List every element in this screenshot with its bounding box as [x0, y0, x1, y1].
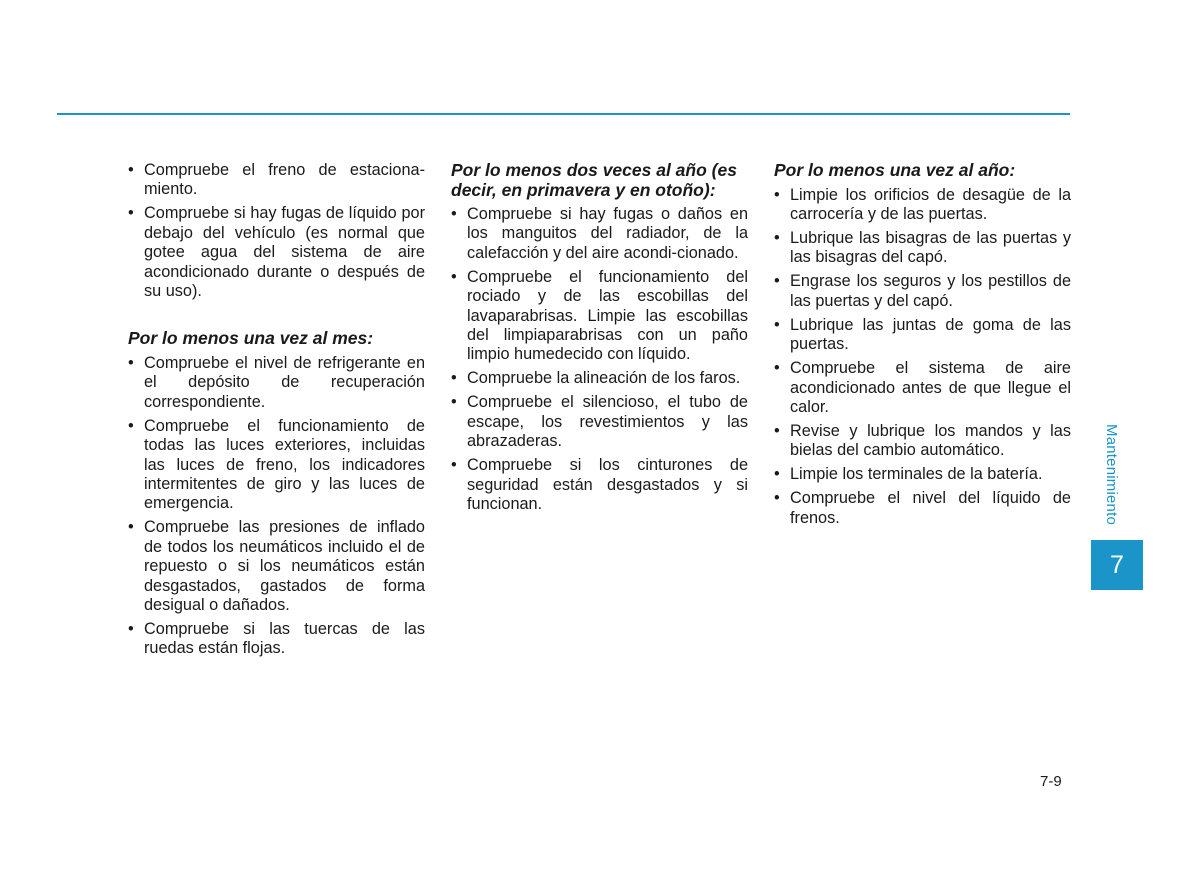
list-item [774, 422, 1071, 461]
bullet: • [774, 315, 780, 334]
list-item [774, 229, 1071, 268]
list-item [451, 369, 748, 388]
list-item [128, 204, 425, 301]
list-item [774, 489, 1071, 528]
chapter-tab: 7 [1091, 540, 1143, 590]
item-text: Compruebe el silencioso, el tubo de escape, los revestimientos y las abrazaderas. [467, 393, 748, 451]
list-item [774, 272, 1071, 311]
item-text: Compruebe si las tuercas de las ruedas están flojas. [144, 620, 425, 658]
list-item [774, 316, 1071, 355]
list-item [451, 205, 748, 263]
item-text: Compruebe si hay fugas de líquido por debajo del vehículo (es normal que gotee agua del sistema de aire acondicionado durante o después de su uso). [144, 204, 425, 301]
checklist [774, 186, 1071, 529]
bullet: • [451, 456, 457, 475]
bullet: • [451, 369, 457, 388]
column-1 [128, 161, 425, 663]
list-item [128, 518, 425, 615]
bullet: • [451, 267, 457, 286]
column-3 [774, 161, 1071, 533]
item-text: Lubrique las bisagras de las puertas y las bisagras del capó. [790, 228, 1071, 267]
list-item [774, 359, 1071, 417]
item-text: Limpie los terminales de la batería. [790, 465, 1043, 484]
bullet: • [774, 185, 780, 204]
list-item [774, 465, 1071, 484]
item-text: Compruebe el nivel de refrigerante en el depósito de recuperación correspondiente. [144, 353, 425, 411]
bullet: • [774, 359, 780, 378]
item-text: Compruebe si hay fugas o daños en los manguitos del radiador, de la calefacción y del aire acondi-cionado. [467, 205, 748, 262]
bullet: • [128, 416, 134, 435]
list-item [451, 393, 748, 451]
item-text: Compruebe el freno de estaciona-miento. [144, 161, 425, 199]
checklist [128, 354, 425, 659]
bullet: • [774, 465, 780, 484]
item-text: Compruebe si los cinturones de seguridad están desgastados y si funcionan. [467, 456, 748, 514]
list-item [451, 456, 748, 514]
checklist [451, 205, 748, 514]
bullet: • [128, 161, 134, 179]
item-text: Engrase los seguros y los pestillos de las puertas y del capó. [790, 272, 1071, 310]
bullet: • [774, 228, 780, 247]
header-rule [57, 113, 1070, 115]
section-heading-twice-yearly: Por lo menos dos veces al año (es decir, en primavera y en otoño): [451, 160, 737, 200]
bullet: • [128, 620, 134, 638]
item-text: Compruebe la alineación de los faros. [467, 369, 741, 388]
item-text: Lubrique las juntas de goma de las puertas. [790, 315, 1071, 354]
item-text: Compruebe el funcionamiento del rociado y de las escobillas del lavaparabrisas. Limpie las escobillas del limpiaparabrisas con un paño limpio humedecido con líquido. [467, 267, 748, 364]
list-item [774, 186, 1071, 225]
bullet: • [774, 421, 780, 440]
list-item [128, 620, 425, 659]
bullet: • [128, 353, 134, 372]
list-item [451, 268, 748, 365]
bullet: • [774, 272, 780, 291]
bullet: • [451, 393, 457, 412]
bullet: • [774, 489, 780, 508]
list-item [128, 354, 425, 412]
item-text: Compruebe el funcionamiento de todas las luces exteriores, incluidas las luces de freno, los indicadores intermitentes de giro y las luces de emergencia. [144, 416, 425, 513]
bullet: • [451, 205, 457, 223]
page-number: 7-9 [1040, 773, 1062, 790]
column-2 [451, 161, 748, 519]
list-item [128, 417, 425, 514]
list-item [128, 161, 425, 200]
section-heading-yearly: Por lo menos una vez al año: [774, 160, 1016, 180]
bullet: • [128, 204, 134, 223]
checklist [128, 161, 425, 301]
item-text: Revise y lubrique los mandos y las bielas del cambio automático. [790, 421, 1071, 460]
item-text: Compruebe las presiones de inflado de todos los neumáticos incluido el de repuesto o si los neumáticos están desgastados, gastados de forma desigual o dañados. [144, 518, 425, 614]
item-text: Compruebe el nivel del líquido de frenos. [790, 489, 1071, 527]
section-heading-monthly: Por lo menos una vez al mes: [128, 328, 374, 349]
item-text: Compruebe el sistema de aire acondicionado antes de que llegue el calor. [790, 359, 1071, 416]
item-text: Limpie los orificios de desagüe de la carrocería y de las puertas. [790, 185, 1071, 223]
chapter-side-label: Mantenimiento [1103, 424, 1120, 525]
bullet: • [128, 518, 134, 537]
